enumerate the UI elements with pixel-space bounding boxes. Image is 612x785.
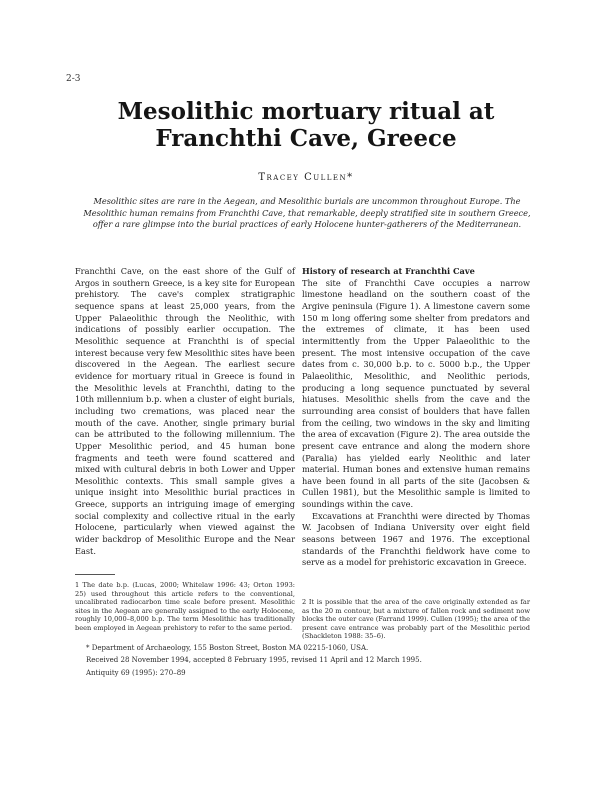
journal-citation: Antiquity 69 (1995): 270–89 (86, 669, 186, 677)
page-number: 2-3 (66, 74, 81, 84)
right-paragraph-2: Excavations at Franchthi were directed by Thomas W. Jacobsen of Indiana University over eight field seasons between 1967 and 1976. The exceptional standards of the Franchthi fieldwork have come to serve as a model for prehistoric excavation in Greece. (302, 510, 530, 568)
title-line-1: Mesolithic mortuary ritual at (117, 98, 495, 125)
right-paragraph-1: The site of Franchthi Cave occupies a narrow limestone headland on the southern coast of the Argive peninsula (Figure 1). A limestone cavern some 150 m long offering some shelter from predators and the extremes of climate, it has been used intermittently from the Upper Palaeolithic to the present. The most intensive occupation of the cave dates from c. 30,000 b.p. to c. 5000 b.p., the Upper Palaeolithic, Mesolithic, and Neolithic periods, producing a long sequence punctuated by several hiatuses. Mesolithic shells from the cave and the surrounding area consist of boulders that have fallen from the ceiling, two windows in the sky and limiting the area of excavation (Figure 2). The area outside the present cave entrance and along the modern shore (Paralia) has yielded early Neolithic and later material. Human bones and extensive human remains have been found in all parts of the site (Jacobsen & Cullen 1981), but the Mesolithic sample is limited to soundings within the cave. (302, 277, 530, 510)
right-column (302, 266, 530, 569)
received-dates: Received 28 November 1994, accepted 8 February 1995, revised 11 April and 12 March 1995. (86, 656, 422, 664)
author-affiliation: * Department of Archaeology, 155 Boston Street, Boston MA 02215-1060, USA. (86, 644, 369, 652)
footnote-rule (75, 574, 115, 575)
left-column (75, 266, 295, 557)
section-heading: History of research at Franchthi Cave (302, 266, 475, 276)
footnote-1: 1 The date b.p. (Lucas, 2000; Whitelaw 1996: 43; Orton 1993: 25) used throughout this article refers to the conventional, uncalibrated radiocarbon time scale before present. Mesolithic sites in the Aegean are generally assigned to the early Holocene, roughly 10,000–8,000 b.p. The term Mesolithic has traditionally been employed in Aegean prehistory to refer to the same period. (75, 581, 295, 632)
left-paragraph: Franchthi Cave, on the east shore of the Gulf of Argos in southern Greece, is a key site for European prehistory. The cave's complex stratigraphic sequence spans at least 25,000 years, from the Upper Palaeolithic through the Neolithic, with indications of possibly earlier occupation. The Mesolithic sequence at Franchthi is of special interest because very few Mesolithic sites have been discovered in the Aegean. The earliest secure evidence for mortuary ritual in Greece is found in the Mesolithic levels at Franchthi, dating to the 10th millennium b.p. when a cluster of eight burials, including two cremations, was placed near the mouth of the cave. Another, single primary burial can be attributed to the following millennium. The Upper Mesolithic period, and 45 human bone fragments and teeth were found scattered and mixed with cultural debris in both Lower and Upper Mesolithic contexts. This small sample gives a unique insight into Mesolithic burial practices in Greece, supports an intriguing image of emerging social complexity and collective ritual in the early Holocene, particularly when viewed against the wider backdrop of Mesolithic Europe and the Near East. (75, 266, 295, 556)
author-name: Tracey Cullen* (258, 172, 354, 183)
title-line-2: Franchthi Cave, Greece (155, 125, 457, 152)
abstract: Mesolithic sites are rare in the Aegean, and Mesolithic burials are uncommon throughout Europe. The Mesolithic human remains from Franchthi Cave, that remarkable, deeply stratified site in southern Greece, offer a rare glimpse into the burial practices of early Holocene hunter-gatherers of the Mediterranean. (83, 196, 531, 230)
footnote-2: 2 It is possible that the area of the cave originally extended as far as the 20 m contour, but a mixture of fallen rock and sediment now blocks the outer cave (Farrand 1999). Cullen (1995); the area of the present cave entrance was probably part of the Mesolithic period (Shackleton 1988: 35–6). (302, 598, 530, 641)
article-title (60, 98, 552, 152)
